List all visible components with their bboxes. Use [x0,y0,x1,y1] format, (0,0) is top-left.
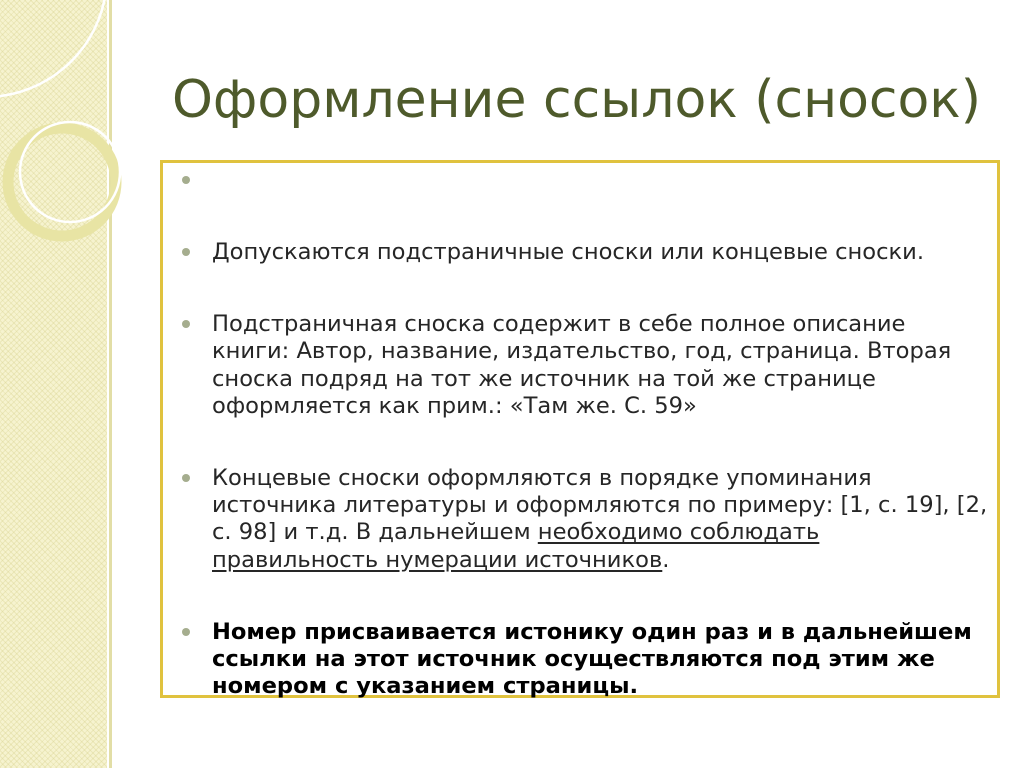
bullet-dot [182,248,190,256]
text-line: оформляется как прим.: «Там же. С. 59» [212,392,697,419]
bullet-dot [182,320,190,328]
text-line [212,519,998,546]
bullet-dot [182,176,190,184]
yellow-ring [8,128,116,236]
bullet-item-footnote-types [180,239,998,266]
slide-title: Оформление ссылок (сносок) [172,70,981,130]
bullet-list [180,167,998,745]
text-line [212,547,998,574]
underlined-text: необходимо соблюдать [537,519,820,546]
text-segment: с. 98] и т.д. В дальнейшем [212,519,531,546]
text-segment: . [662,546,670,573]
bullet-item-endnotes [180,465,998,574]
bullet-item-numbering-rule [180,619,998,701]
white-ring [20,122,120,222]
underlined-text: правильность нумерации источников [212,546,663,573]
text-line: книги: Автор, название, издательство, год, страница. Вторая [212,338,952,365]
text-line: Допускаются подстраничные сноски или концевые сноски. [212,238,925,265]
bullet-item-page-footnote [180,311,998,420]
bullet-item-empty [180,167,998,194]
decorative-circles [0,0,130,260]
text-line: Концевые сноски оформляются в порядке упоминания [212,464,872,491]
text-line: Подстраничная сноска содержит в себе полное описание [212,310,906,337]
bullet-dot [182,474,190,482]
bullet-dot [182,628,190,636]
text-line: сноска подряд на тот же источник на той же странице [212,365,876,392]
text-line: номером с указанием страницы. [212,673,639,700]
text-line: ссылки на этот источник осуществляются под этим же [212,646,935,673]
top-arc [0,0,107,97]
text-line: источника литературы и оформляются по примеру: [1, с. 19], [2, [212,492,988,519]
text-line: Номер присваивается истонику один раз и в дальнейшем [212,618,972,645]
